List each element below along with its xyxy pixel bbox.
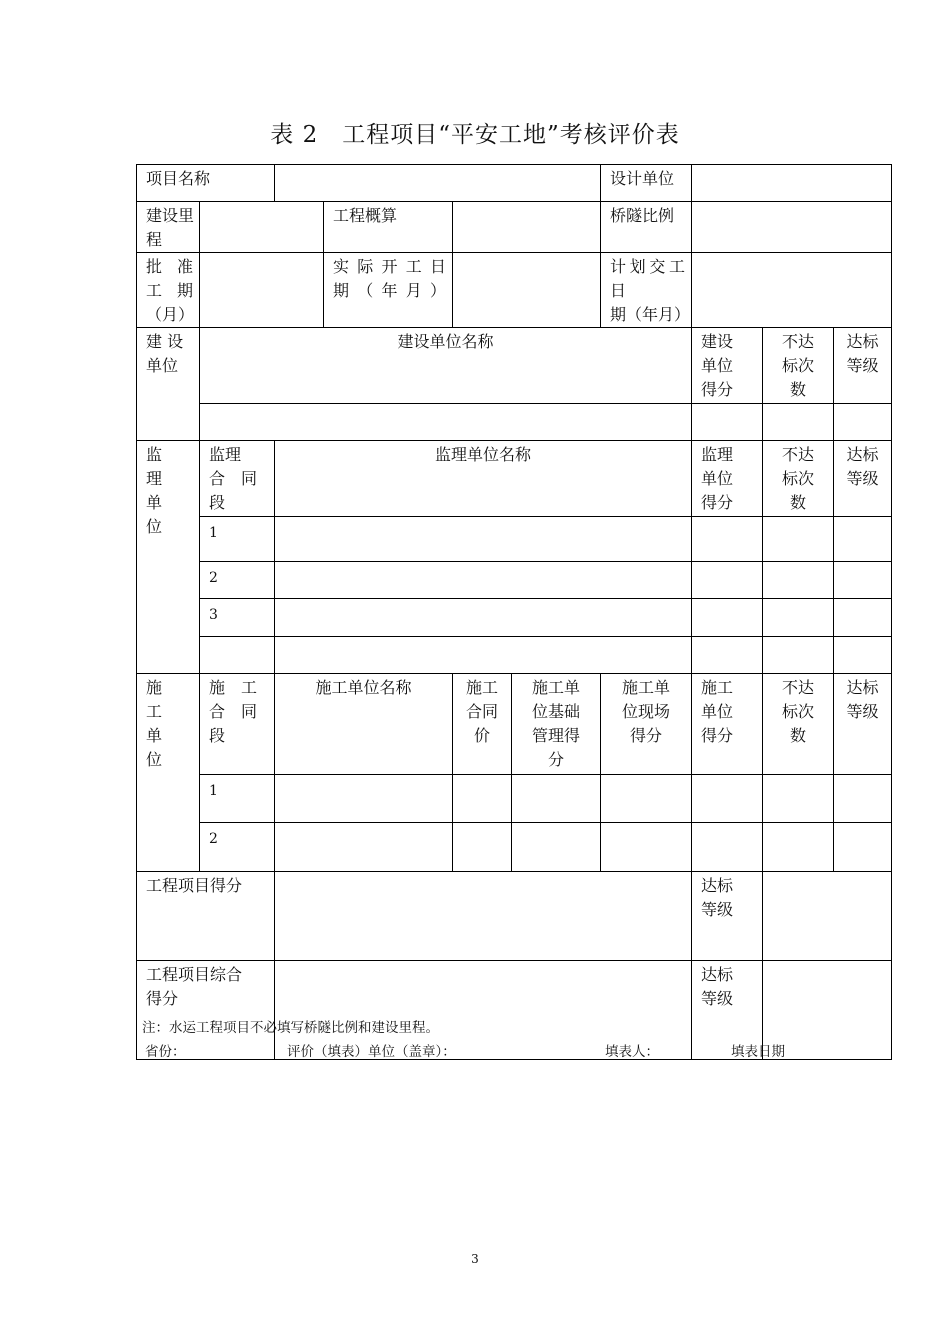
actual-start-field[interactable] xyxy=(453,253,601,328)
base-management-score-field[interactable] xyxy=(512,823,601,872)
build-mileage-label: 建设里程 xyxy=(137,202,200,253)
supervisor-fail-count-field[interactable] xyxy=(763,562,834,599)
form-title: 表 2 工程项目“平安工地”考核评价表 xyxy=(270,122,680,148)
table-row xyxy=(137,637,892,674)
builder-score-field[interactable] xyxy=(692,404,763,441)
project-score-grade-label: 达标 等级 xyxy=(692,872,763,961)
evaluation-table xyxy=(136,164,892,1060)
supervisor-contract-header: 监理 合 同 段 xyxy=(200,441,275,517)
contractor-row-number: 2 xyxy=(200,823,275,872)
design-unit-field[interactable] xyxy=(692,165,892,202)
supervisor-grade-field[interactable] xyxy=(834,517,892,562)
contractor-fail-count-header: 不达 标次 数 xyxy=(763,674,834,775)
supervisor-name-header: 监理单位名称 xyxy=(275,441,692,517)
budget-field[interactable] xyxy=(453,202,601,253)
supervisor-fail-count-field[interactable] xyxy=(763,599,834,637)
contractor-grade-field[interactable] xyxy=(834,775,892,823)
supervisor-row-number: 2 xyxy=(200,562,275,599)
planned-delivery-field[interactable] xyxy=(692,253,892,328)
supervisor-score-field[interactable] xyxy=(692,637,763,674)
supervisor-grade-field[interactable] xyxy=(834,637,892,674)
supervisor-score-field[interactable] xyxy=(692,562,763,599)
contractor-name-field[interactable] xyxy=(275,823,453,872)
site-score-field[interactable] xyxy=(601,775,692,823)
approved-period-label: 批准工期 （月） xyxy=(137,253,200,328)
contractor-section-label: 施 工 单 位 xyxy=(137,674,200,872)
supervisor-row-number: 3 xyxy=(200,599,275,637)
contractor-name-field[interactable] xyxy=(275,775,453,823)
actual-start-label: 实际开工日 期（年月） xyxy=(324,253,453,328)
supervisor-name-field[interactable] xyxy=(275,637,692,674)
project-name-label: 项目名称 xyxy=(137,165,275,202)
bridge-tunnel-ratio-field[interactable] xyxy=(692,202,892,253)
supervisor-section-label: 监 理 单 位 xyxy=(137,441,200,674)
site-score-field[interactable] xyxy=(601,823,692,872)
supervisor-name-field[interactable] xyxy=(275,517,692,562)
supervisor-fail-count-field[interactable] xyxy=(763,517,834,562)
supervisor-fail-count-header: 不达 标次 数 xyxy=(763,441,834,517)
contractor-name-header: 施工单位名称 xyxy=(275,674,453,775)
approved-period-field[interactable] xyxy=(200,253,324,328)
table-row xyxy=(137,823,892,872)
builder-name-header: 建设单位名称 xyxy=(200,328,692,404)
contractor-score-field[interactable] xyxy=(692,775,763,823)
build-mileage-field[interactable] xyxy=(200,202,324,253)
project-name-field[interactable] xyxy=(275,165,601,202)
contractor-row-number: 1 xyxy=(200,775,275,823)
builder-grade-field[interactable] xyxy=(834,404,892,441)
builder-section-label: 建 设 单位 xyxy=(137,328,200,441)
contractor-score-field[interactable] xyxy=(692,823,763,872)
form-note: 注：水运工程项目不必填写桥隧比例和建设里程。 xyxy=(142,1020,439,1036)
contractor-fail-count-field[interactable] xyxy=(763,823,834,872)
supervisor-name-field[interactable] xyxy=(275,562,692,599)
supervisor-row-number: 1 xyxy=(200,517,275,562)
table-row xyxy=(137,562,892,599)
evaluation-unit-label: 评价（填表）单位（盖章）： xyxy=(287,1044,456,1060)
supervisor-grade-field[interactable] xyxy=(834,562,892,599)
site-score-header: 施工单 位现场 得分 xyxy=(601,674,692,775)
supervisor-row-number[interactable] xyxy=(200,637,275,674)
builder-name-field[interactable] xyxy=(200,404,692,441)
contract-price-header: 施工 合同 价 xyxy=(453,674,512,775)
builder-grade-header: 达标 等级 xyxy=(834,328,892,404)
project-score-grade-field[interactable] xyxy=(763,872,892,961)
supervisor-grade-field[interactable] xyxy=(834,599,892,637)
province-label: 省份： xyxy=(145,1044,186,1060)
base-management-score-field[interactable] xyxy=(512,775,601,823)
project-total-grade-label: 达标 等级 xyxy=(692,961,763,1060)
contractor-grade-field[interactable] xyxy=(834,823,892,872)
design-unit-label: 设计单位 xyxy=(601,165,692,202)
budget-label: 工程概算 xyxy=(324,202,453,253)
project-score-label: 工程项目得分 xyxy=(137,872,275,961)
table-row xyxy=(137,775,892,823)
planned-delivery-label: 计划交工日 期（年月） xyxy=(601,253,692,328)
contract-price-field[interactable] xyxy=(453,775,512,823)
contractor-score-header: 施工 单位 得分 xyxy=(692,674,763,775)
project-total-label: 工程项目综合 得分 xyxy=(137,961,275,1060)
builder-fail-count-field[interactable] xyxy=(763,404,834,441)
supervisor-score-field[interactable] xyxy=(692,517,763,562)
contractor-fail-count-field[interactable] xyxy=(763,775,834,823)
builder-score-header: 建设 单位 得分 xyxy=(692,328,763,404)
supervisor-score-header: 监理 单位 得分 xyxy=(692,441,763,517)
supervisor-score-field[interactable] xyxy=(692,599,763,637)
supervisor-grade-header: 达标 等级 xyxy=(834,441,892,517)
filler-label: 填表人： xyxy=(605,1044,659,1060)
table-row xyxy=(137,517,892,562)
contractor-contract-header: 施 工 合 同 段 xyxy=(200,674,275,775)
table-row xyxy=(137,599,892,637)
supervisor-name-field[interactable] xyxy=(275,599,692,637)
supervisor-fail-count-field[interactable] xyxy=(763,637,834,674)
builder-fail-count-header: 不达 标次 数 xyxy=(763,328,834,404)
base-management-score-header: 施工单 位基础 管理得 分 xyxy=(512,674,601,775)
project-score-field[interactable] xyxy=(275,872,692,961)
contract-price-field[interactable] xyxy=(453,823,512,872)
contractor-grade-header: 达标 等级 xyxy=(834,674,892,775)
fill-date-label: 填表日期 xyxy=(731,1044,785,1060)
page-number: 3 xyxy=(471,1252,479,1266)
bridge-tunnel-ratio-label: 桥隧比例 xyxy=(601,202,692,253)
